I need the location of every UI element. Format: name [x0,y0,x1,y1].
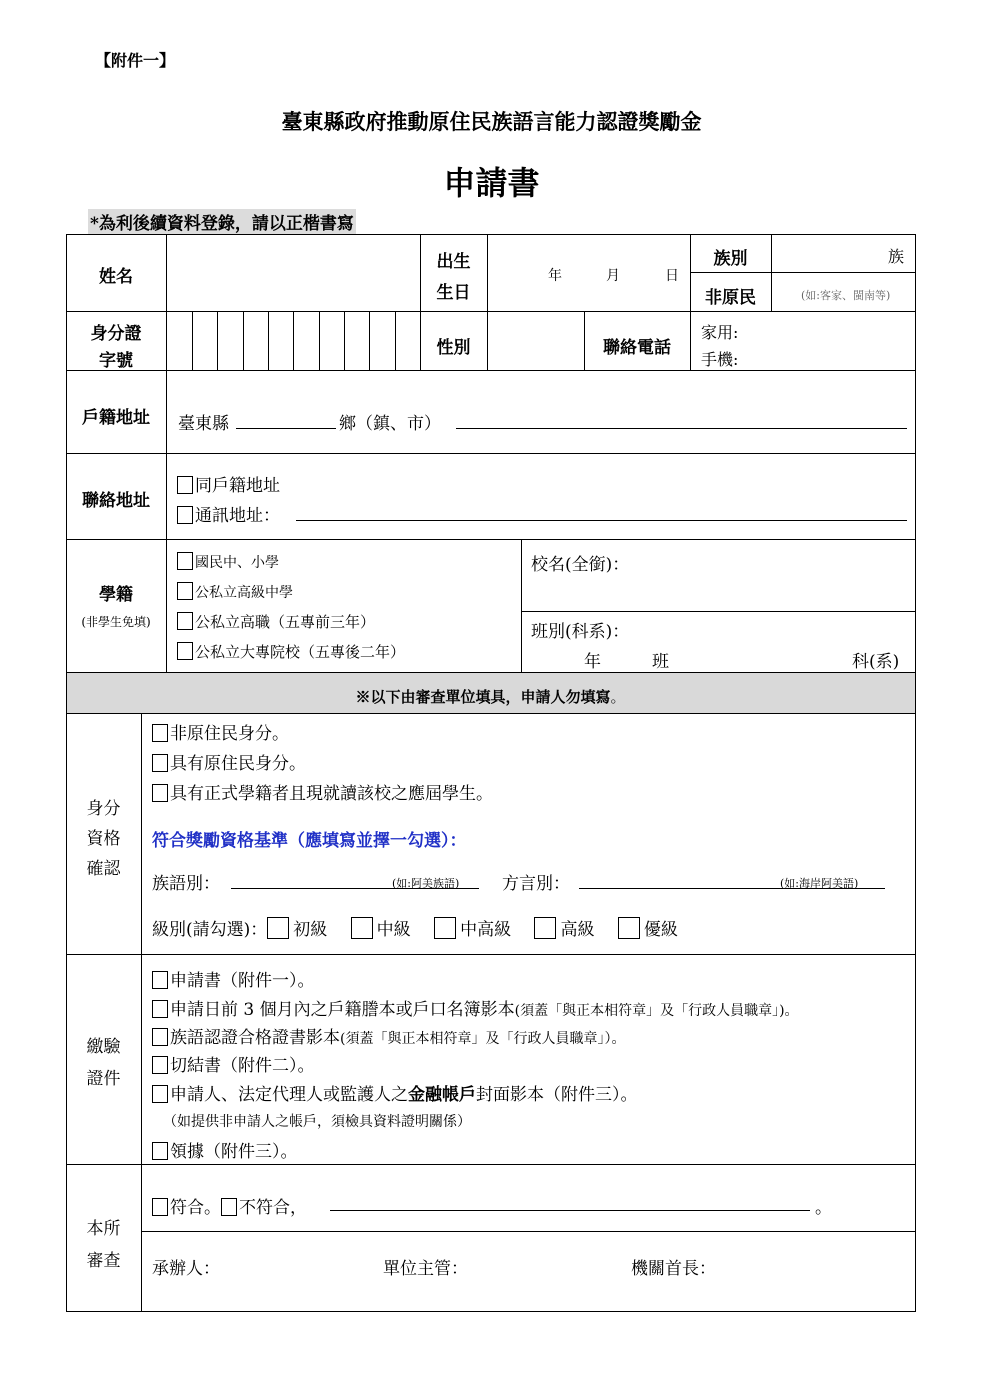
checkbox-icon[interactable] [177,552,193,570]
contact-label: 聯絡地址 [82,491,150,511]
grade-unit: 年 [584,652,601,672]
id-label-1: 身分證 [90,324,142,344]
checkbox-icon[interactable] [177,642,193,660]
audit-reason-line[interactable] [330,1210,810,1211]
attachment-label: 【附件一】 [95,51,176,70]
doc-item-6[interactable]: 領據（附件三）。 [152,1137,298,1162]
school-name-label: 校名(全銜)： [531,555,630,575]
gender-field[interactable] [489,313,583,369]
supervisor-label: 單位主管： [383,1259,468,1279]
dob-field[interactable] [489,236,689,309]
gender-label: 性別 [436,338,471,358]
checkbox-icon[interactable] [152,1142,168,1160]
checkbox-icon[interactable] [152,784,168,802]
audit-end: 。 [815,1198,832,1218]
school-option-3[interactable]: 公私立高職（五專前三年） [177,611,375,632]
identity-option-3[interactable]: 具有正式學籍者且現就讀該校之應屆學生。 [152,779,493,804]
audit-result-row [152,1193,307,1218]
mail-address-line[interactable] [296,520,907,521]
checkbox-icon[interactable] [152,1000,168,1018]
household-label: 戶籍地址 [82,408,150,428]
dialect-hint: (如:海岸阿美語) [780,877,859,890]
checkbox-icon[interactable] [177,506,193,524]
checkbox-icon[interactable] [152,971,168,989]
dept-unit: 科(系) [852,652,900,672]
lang-hint: (如:阿美族語) [392,877,460,890]
audit-pass[interactable]: 符合。 [170,1198,221,1218]
doc-item-1[interactable]: 申請書（附件一）。 [152,966,315,991]
home-phone-field[interactable] [745,315,910,339]
mobile-phone-label: 手機: [701,350,739,369]
school-label: 學籍 [99,585,133,605]
checkbox-icon[interactable] [534,917,556,939]
household-township: 鄉（鎮、市） [339,414,441,434]
identity-option-2[interactable]: 具有原住民身分。 [152,749,306,774]
dob-label-2: 生日 [436,283,471,303]
name-label: 姓名 [99,267,133,287]
tribe-suffix: 族 [888,247,905,266]
school-option-4[interactable]: 公私立大專院校（五專後二年） [177,641,405,662]
dob-day: 日 [665,268,679,284]
dialect-label: 方言別： [502,874,570,894]
checkbox-icon[interactable] [221,1198,237,1216]
checkbox-icon[interactable] [177,612,193,630]
class-label: 班別(科系)： [531,622,630,642]
doc-item-2[interactable]: 申請日前 3 個月內之戶籍謄本或戶口名簿影本(須蓋「與正本相符章」及「行政人員職章」)。 [152,995,799,1020]
lang-label: 族語別： [152,874,220,894]
review-banner: ※以下由審查單位填具，申請人勿填寫。 [355,688,626,706]
form-subtitle: 申請書 [443,164,540,202]
form-title: 臺東縣政府推動原住民族語言能力認證獎勵金 [281,109,702,134]
dob-year: 年 [548,268,562,284]
writing-note: *為利後續資料登錄，請以正楷書寫 [88,209,356,234]
doc-item-5-note: （如提供非申請人之帳戶，須檢具資料證明關係） [163,1114,471,1130]
checkbox-icon[interactable] [152,1028,168,1046]
non-indigenous-hint: (如:客家、閩南等) [801,289,891,302]
dob-month: 月 [606,268,620,284]
handler-label: 承辦人： [152,1259,220,1279]
school-option-2[interactable]: 公私立高級中學 [177,582,293,602]
doc-item-5[interactable]: 申請人、法定代理人或監護人之金融帳戶封面影本（附件三）。 [152,1080,638,1105]
tribe-label: 族別 [713,249,748,269]
doc-item-4[interactable]: 切結書（附件二）。 [152,1051,315,1076]
township-line[interactable] [236,428,336,429]
checkbox-icon[interactable] [434,917,456,939]
audit-label: 本所 審查 [86,1219,121,1271]
name-field[interactable] [168,236,418,309]
checkbox-icon[interactable] [152,1198,168,1216]
checkbox-icon[interactable] [618,917,640,939]
docs-label: 繳驗 證件 [86,1037,121,1089]
class-unit: 班 [652,652,669,672]
checkbox-icon[interactable] [267,917,289,939]
school-name-field[interactable] [650,545,910,605]
checkbox-icon[interactable] [177,476,193,494]
checkbox-icon[interactable] [152,1056,168,1074]
non-indigenous-label: 非原民 [705,288,756,308]
checkbox-icon[interactable] [351,917,373,939]
same-address-option[interactable]: 同戶籍地址 [177,471,280,496]
home-phone-label: 家用: [701,323,739,342]
level-label: 級別(請勾選)： [152,920,268,940]
checkbox-icon[interactable] [152,724,168,742]
id-label-2: 字號 [99,351,133,371]
doc-item-3[interactable]: 族語認證合格證書影本(須蓋「與正本相符章」及「行政人員職章」）。 [152,1023,625,1048]
school-option-1[interactable]: 國民中、小學 [177,552,279,572]
checkbox-icon[interactable] [177,582,193,600]
household-county: 臺東縣 [178,414,229,434]
head-label: 機關首長： [631,1259,716,1279]
identity-option-1[interactable]: 非原住民身分。 [152,719,289,744]
phone-label: 聯絡電話 [603,338,671,358]
checkbox-icon[interactable] [152,1085,168,1103]
audit-fail[interactable]: 不符合， [239,1198,307,1218]
school-hint: (非學生免填) [81,615,151,629]
identity-label: 身分 資格 確認 [86,799,121,879]
level-row: 級別(請勾選)： 初級 中級 中高級 高級 優級 [152,915,678,940]
mail-address-option[interactable]: 通訊地址： [177,501,280,526]
household-address-line[interactable] [456,428,907,429]
id-number-field[interactable] [168,313,418,369]
dob-label-1: 出生 [436,252,471,272]
checkbox-icon[interactable] [152,754,168,772]
criteria-heading: 符合獎勵資格基準（應填寫並擇一勾選）： [152,831,467,851]
mobile-phone-field[interactable] [745,343,910,367]
